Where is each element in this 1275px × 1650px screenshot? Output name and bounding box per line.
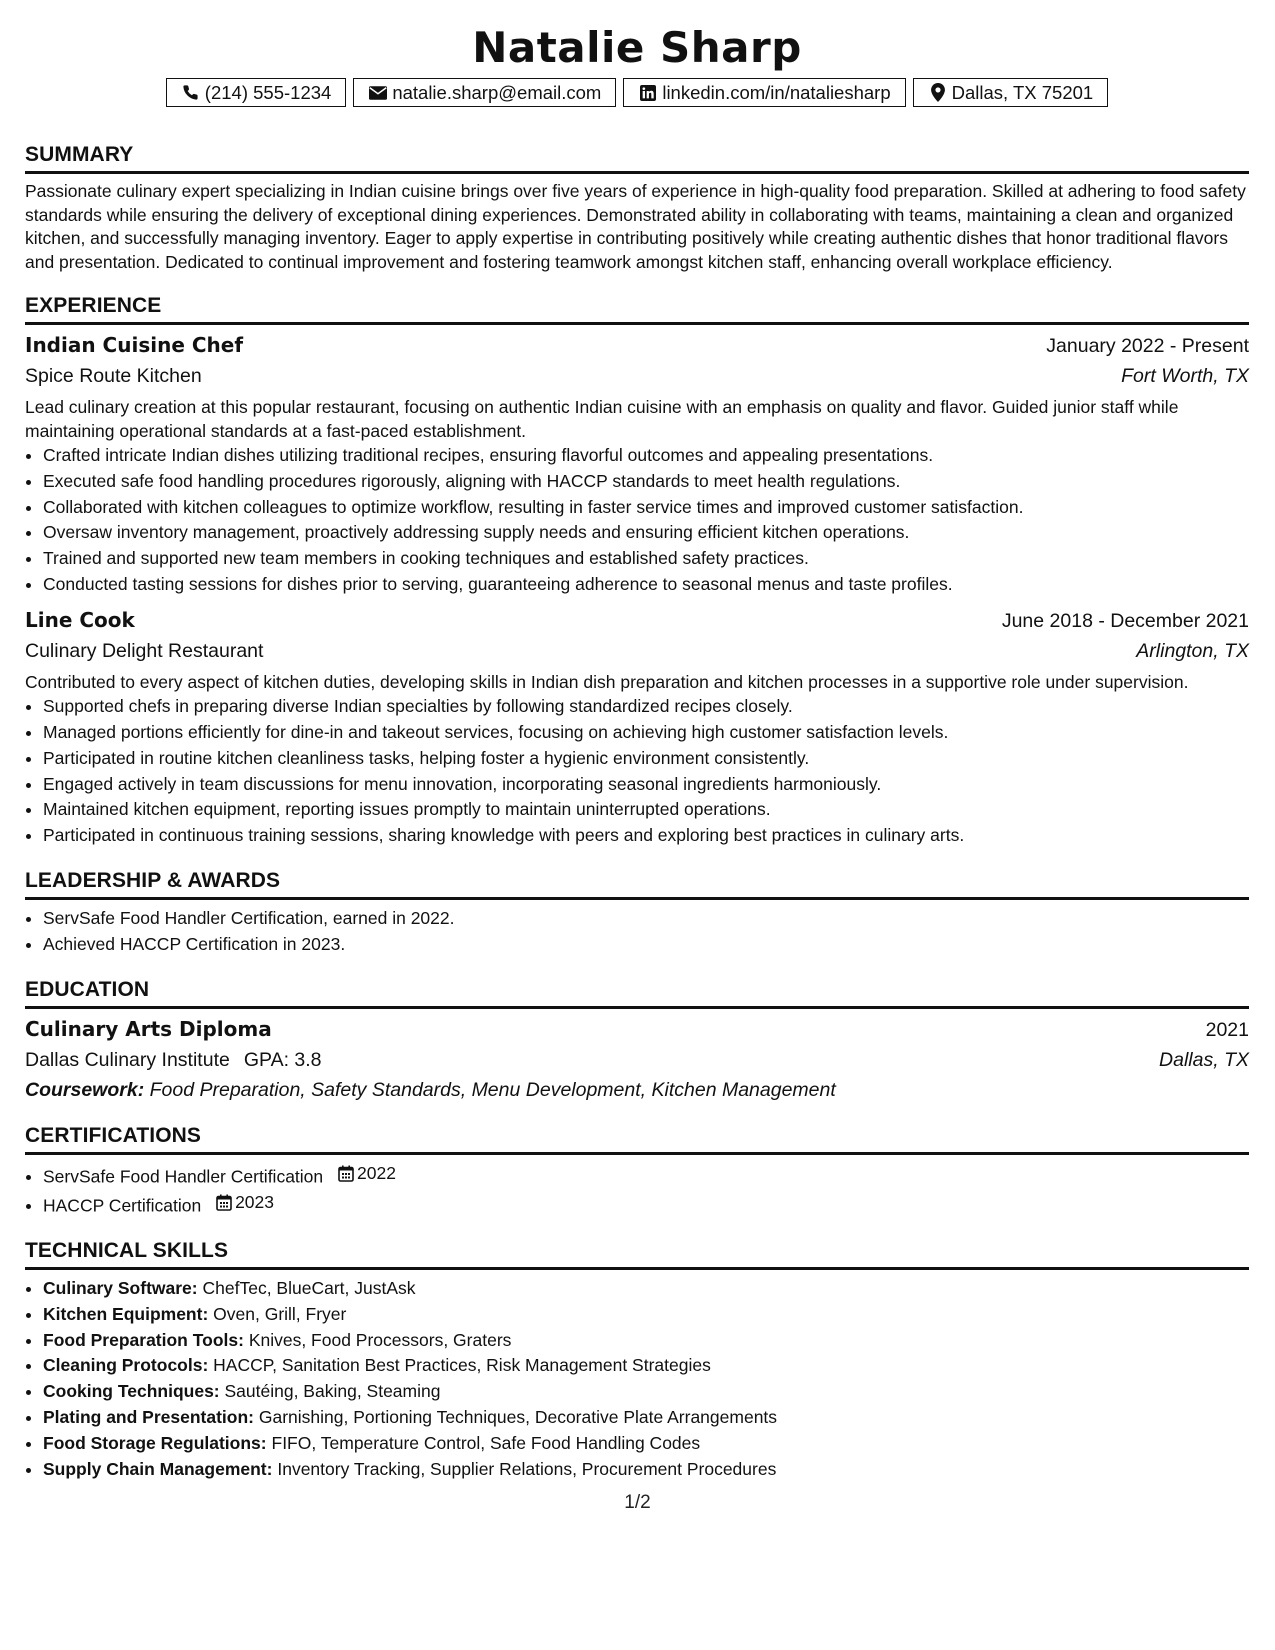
certification-year: 2023 xyxy=(235,1191,275,1212)
calendar-icon xyxy=(338,1165,354,1182)
list-item xyxy=(43,1431,1249,1457)
list-item xyxy=(43,1379,1249,1405)
section-heading-experience: EXPERIENCE xyxy=(25,294,1249,325)
leadership-list xyxy=(25,906,1249,958)
contact-email-text: natalie.sharp@email.com xyxy=(392,81,602,103)
skill-label: Cooking Techniques: xyxy=(43,1381,220,1402)
page-number: 1/2 xyxy=(624,1492,651,1513)
company-name: Spice Route Kitchen xyxy=(25,365,202,387)
linkedin-icon xyxy=(638,83,658,103)
contact-linkedin-text: linkedin.com/in/nataliesharp xyxy=(662,81,891,103)
skill-value: FIFO, Temperature Control, Safe Food Handling Codes xyxy=(271,1432,701,1453)
list-item: • Participated in continuous training sessions, sharing knowledge with peers and exploring best practices in culinary arts. xyxy=(43,823,1249,849)
job-bullets xyxy=(25,694,1249,849)
job-bullets xyxy=(25,443,1249,598)
section-heading-education: EDUCATION xyxy=(25,978,1249,1009)
skill-value: ChefTec, BlueCart, JustAsk xyxy=(202,1278,416,1299)
certification-year: 2022 xyxy=(357,1162,396,1183)
certification-name: HACCP Certification xyxy=(43,1195,202,1216)
section-heading-leadership: LEADERSHIP & AWARDS xyxy=(25,869,1249,900)
contact-linkedin[interactable] xyxy=(623,78,905,107)
job-location: Arlington, TX xyxy=(1136,639,1249,662)
list-item xyxy=(43,1161,1249,1190)
graduation-year: 2021 xyxy=(1205,1018,1249,1041)
resume-page xyxy=(25,0,1249,1650)
calendar-icon xyxy=(216,1194,232,1211)
list-item xyxy=(43,1353,1249,1379)
job-description: Contributed to every aspect of kitchen duties, developing skills in Indian dish preparation and kitchen processes in a supportive role under supervision. xyxy=(25,671,1189,692)
skill-label: Plating and Presentation: xyxy=(43,1407,254,1428)
phone-icon xyxy=(181,83,201,103)
certifications-list xyxy=(25,1161,1249,1219)
list-item: • Oversaw inventory management, proactively addressing supply needs and ensuring efficient kitchen operations. xyxy=(43,520,1249,546)
list-item: • Crafted intricate Indian dishes utilizing traditional recipes, ensuring flavorful outcomes and appealing presentations. xyxy=(43,443,1249,469)
experience-entry xyxy=(25,333,1249,598)
contact-phone[interactable] xyxy=(166,78,347,107)
list-item xyxy=(43,1457,1249,1483)
skill-value: Oven, Grill, Fryer xyxy=(213,1303,347,1324)
coursework-label: Coursework: xyxy=(25,1078,145,1101)
skills-list xyxy=(25,1276,1249,1482)
section-heading-summary: SUMMARY xyxy=(25,143,1249,174)
candidate-name: Natalie Sharp xyxy=(472,23,802,72)
contact-phone-text: (214) 555-1234 xyxy=(204,81,332,103)
gpa: GPA: 3.8 xyxy=(243,1048,322,1071)
skill-value: Garnishing, Portioning Techniques, Decorative Plate Arrangements xyxy=(258,1407,778,1428)
list-item: • Conducted tasting sessions for dishes prior to serving, guaranteeing adherence to seasonal menus and taste profiles. xyxy=(43,572,1249,598)
list-item: • Collaborated with kitchen colleagues to optimize workflow, resulting in faster service times and improved customer satisfaction. xyxy=(43,495,1249,521)
summary-text: Passionate culinary expert specializing in Indian cuisine brings over five years of experience in high-quality food preparation. Skilled at adhering to food safety standards while ensuring the delivery of exceptional dining experiences. Demonstrated ability in collaborating with teams, maintaining a clean and organized kitchen, and successfully managing inventory. Eager to apply expertise in contributing positively while creating authentic dishes that honor traditional flavors and presentation. Dedicated to continual improvement and fostering teamwork amongst kitchen staff, enhancing overall workplace efficiency. xyxy=(25,181,1246,272)
list-item: • Executed safe food handling procedures rigorously, aligning with HACCP standards to meet health regulations. xyxy=(43,469,1249,495)
list-item xyxy=(43,1190,1249,1219)
section-heading-technical-skills: TECHNICAL SKILLS xyxy=(25,1239,1249,1270)
company-name: Culinary Delight Restaurant xyxy=(25,639,264,662)
experience-entry xyxy=(25,608,1249,849)
list-item: • Engaged actively in team discussions for menu innovation, incorporating seasonal ingredients harmoniously. xyxy=(43,772,1249,798)
job-dates: January 2022 - Present xyxy=(1046,335,1249,357)
map-pin-icon xyxy=(928,83,948,103)
list-item xyxy=(43,1405,1249,1431)
education-entry xyxy=(25,1017,1249,1102)
list-item: • ServSafe Food Handler Certification, earned in 2022. xyxy=(43,906,1249,932)
school-location: Dallas, TX xyxy=(1159,1048,1249,1071)
contact-location-text: Dallas, TX 75201 xyxy=(951,81,1094,103)
section-heading-certifications: CERTIFICATIONS xyxy=(25,1124,1249,1155)
skill-value: Sautéing, Baking, Steaming xyxy=(224,1381,441,1402)
list-item xyxy=(43,1302,1249,1328)
job-title: Line Cook xyxy=(25,607,135,632)
list-item: • Supported chefs in preparing diverse Indian specialties by following standardized recipes closely. xyxy=(43,694,1249,720)
list-item: • Maintained kitchen equipment, reporting issues promptly to maintain uninterrupted operations. xyxy=(43,797,1249,823)
skill-label: Food Preparation Tools: xyxy=(43,1329,244,1350)
list-item: • Achieved HACCP Certification in 2023. xyxy=(43,932,1249,958)
skill-label: Kitchen Equipment: xyxy=(43,1303,209,1324)
coursework xyxy=(25,1079,1249,1102)
coursework-list: Food Preparation, Safety Standards, Menu Development, Kitchen Management xyxy=(149,1078,836,1101)
skill-label: Supply Chain Management: xyxy=(43,1458,273,1479)
skill-value: HACCP, Sanitation Best Practices, Risk Management Strategies xyxy=(213,1355,711,1376)
list-item xyxy=(43,1276,1249,1302)
contact-bar xyxy=(25,78,1249,107)
job-dates: June 2018 - December 2021 xyxy=(1001,609,1249,632)
skill-value: Inventory Tracking, Supplier Relations, Procurement Procedures xyxy=(277,1458,777,1479)
school-name: Dallas Culinary Institute xyxy=(25,1048,230,1071)
degree-name: Culinary Arts Diploma xyxy=(25,1016,272,1041)
skill-label: Culinary Software: xyxy=(43,1278,198,1299)
contact-location xyxy=(913,78,1109,107)
certification-name: ServSafe Food Handler Certification xyxy=(43,1166,324,1187)
list-item: • Participated in routine kitchen cleanliness tasks, helping foster a hygienic environment consistently. xyxy=(43,746,1249,772)
list-item: • Managed portions efficiently for dine-in and takeout services, focusing on achieving high customer satisfaction levels. xyxy=(43,720,1249,746)
list-item xyxy=(43,1328,1249,1354)
envelope-icon xyxy=(368,83,388,103)
job-location: Fort Worth, TX xyxy=(1121,365,1249,387)
job-title: Indian Cuisine Chef xyxy=(25,333,244,357)
skill-label: Cleaning Protocols: xyxy=(43,1355,209,1376)
list-item: • Trained and supported new team members in cooking techniques and established safety practices. xyxy=(43,546,1249,572)
job-description: Lead culinary creation at this popular restaurant, focusing on authentic Indian cuisine with an emphasis on quality and flavor. Guided junior staff while maintaining operational standards at a fast-paced establishment. xyxy=(25,397,1179,441)
contact-email[interactable] xyxy=(353,78,616,107)
skill-label: Food Storage Regulations: xyxy=(43,1432,267,1453)
skill-value: Knives, Food Processors, Graters xyxy=(248,1329,512,1350)
